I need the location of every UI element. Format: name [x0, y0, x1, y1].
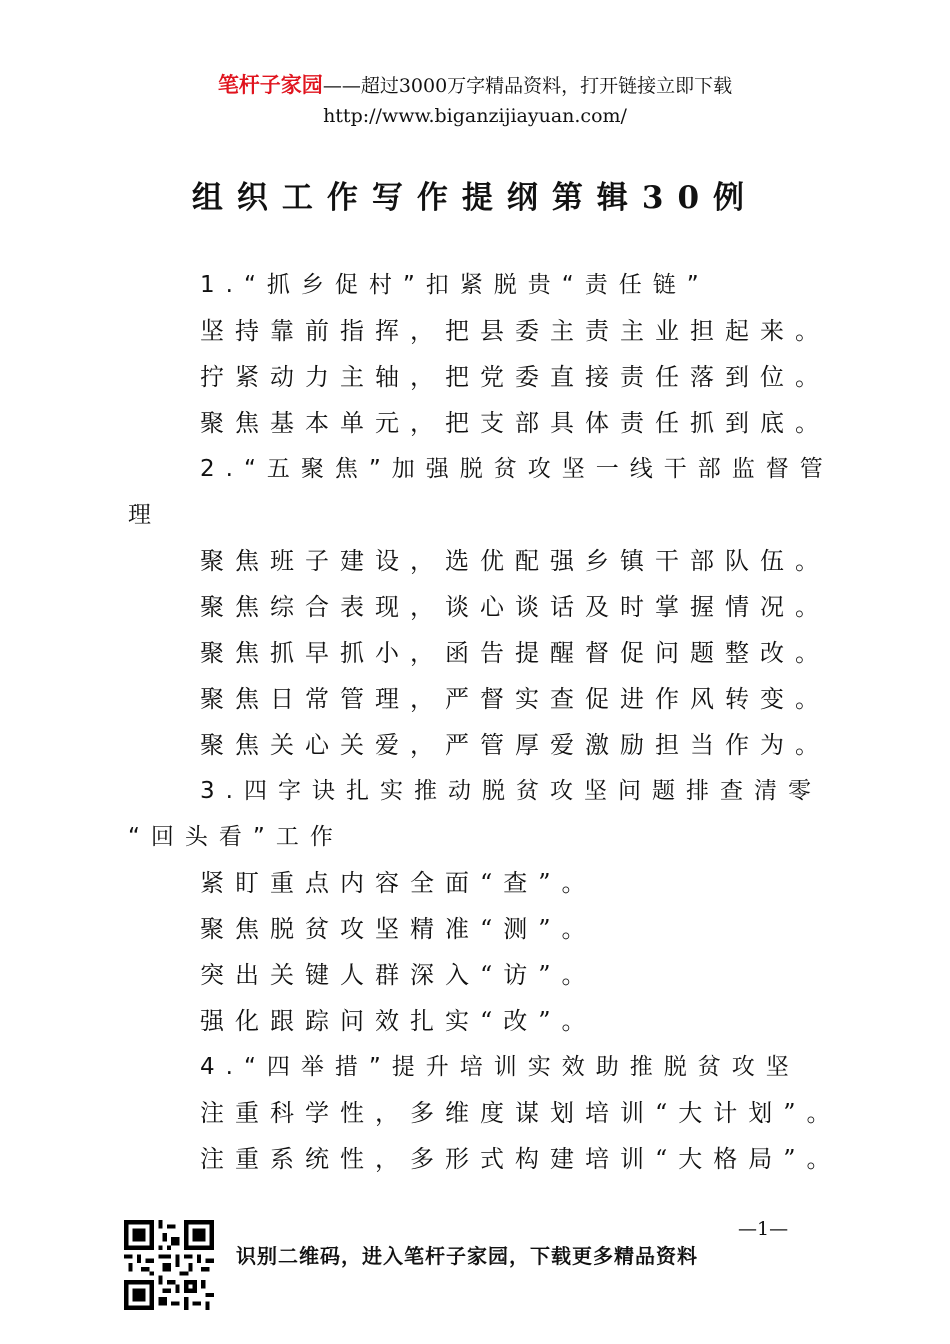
section-item: 聚焦综合表现，谈心谈话及时掌握情况。 — [200, 593, 830, 621]
section-item: 注重科学性，多维度谋划培训“大计划”。 — [200, 1099, 842, 1127]
section-item: 聚焦关心关爱，严管厚爱激励担当作为。 — [200, 731, 830, 759]
section-item: 聚焦抓早抓小，函告提醒督促问题整改。 — [200, 639, 830, 667]
qr-code[interactable] — [124, 1220, 214, 1310]
header-url[interactable]: http://www.biganzijiayuan.com/ — [323, 105, 627, 127]
brand-name[interactable]: 笔杆子家园 — [217, 72, 323, 97]
section-item: 注重系统性，多形式构建培训“大格局”。 — [200, 1145, 842, 1173]
section-item: 突出关键人群深入“访”。 — [200, 961, 597, 989]
page-header — [0, 70, 950, 131]
section-heading: 1.“抓乡促村”扣紧脱贵“责任链” — [200, 272, 710, 298]
section-item: 坚持靠前指挥，把县委主责主业担起来。 — [200, 317, 830, 345]
section-item: 拧紧动力主轴，把党委直接责任落到位。 — [200, 363, 830, 391]
header-line-1 — [0, 70, 950, 101]
document-title: 组织工作写作提纲第辑30例 — [191, 180, 759, 216]
qr-caption: 识别二维码，进入笔杆子家园，下载更多精品资料 — [236, 1244, 698, 1268]
section-heading-continued: “回头看”工作 — [128, 824, 344, 850]
section-heading: 2.“五聚焦”加强脱贫攻坚一线干部监督管 — [200, 456, 834, 482]
header-tagline: ——超过3000万字精品资料，打开链接立即下载 — [322, 75, 733, 97]
section-item: 紧盯重点内容全面“查”。 — [200, 869, 597, 897]
document-body — [128, 262, 842, 1182]
section-heading-continued: 理 — [128, 502, 162, 528]
section-item: 强化跟踪问效扎实“改”。 — [200, 1007, 597, 1035]
section-item: 聚焦基本单元，把支部具体责任抓到底。 — [200, 409, 830, 437]
section-item: 聚焦脱贫攻坚精准“测”。 — [200, 915, 597, 943]
section-heading: 3.四字诀扎实推动脱贫攻坚问题排查清零 — [200, 778, 822, 804]
page-number: —1— — [738, 1218, 789, 1240]
section-item: 聚焦班子建设，选优配强乡镇干部队伍。 — [200, 547, 830, 575]
section-item: 聚焦日常管理，严督实查促进作风转变。 — [200, 685, 830, 713]
section-heading: 4.“四举措”提升培训实效助推脱贫攻坚 — [200, 1054, 800, 1080]
